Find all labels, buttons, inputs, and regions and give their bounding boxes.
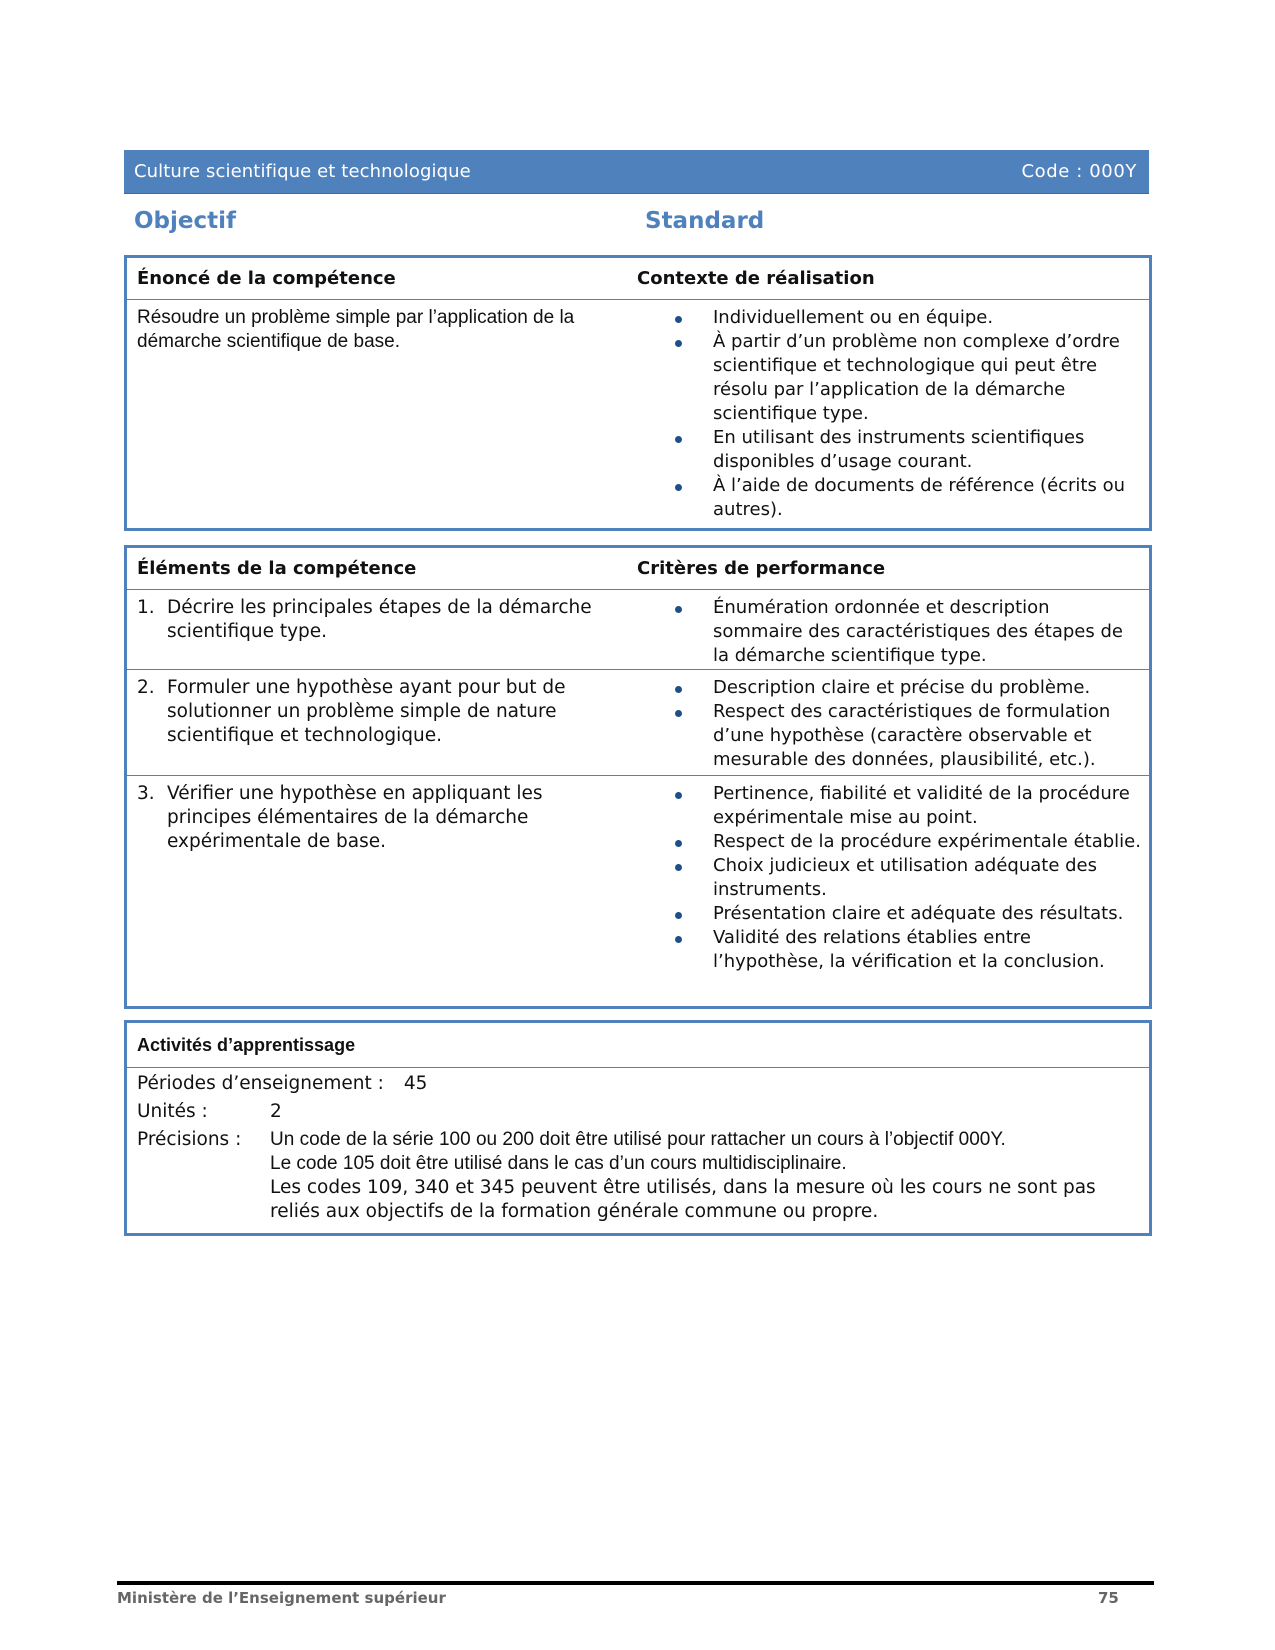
contexte-list <box>637 306 1141 522</box>
course-code: Code : 000Y <box>1021 161 1137 182</box>
course-header-bar <box>124 150 1149 193</box>
activites-header-row <box>127 1023 1149 1068</box>
element-text: 2. Formuler une hypothèse ayant pour but de solutionner un problème simple de nature scientifique et technologique. <box>137 677 566 746</box>
enonce-heading: Énoncé de la compétence <box>137 268 396 289</box>
bullet-icon <box>675 936 682 943</box>
contexte-item: À partir d’un problème non complexe d’ordre scientifique et technologique qui peut être résolu par l’application de la démarche scientifique type. <box>637 330 1141 426</box>
elements-header-row <box>127 548 1149 590</box>
critere-item: Description claire et précise du problème. <box>637 676 1141 700</box>
precisions-label: Précisions : <box>137 1129 242 1150</box>
element-row <box>127 776 1149 1000</box>
critere-item: Respect des caractéristiques de formulation d’une hypothèse (caractère observable et mesurable des données, plausibilité, etc.). <box>637 700 1141 772</box>
contexte-heading: Contexte de réalisation <box>637 268 875 289</box>
enonce-text: Résoudre un problème simple par l’application de la démarche scientifique de base. <box>137 307 575 352</box>
critere-item: Pertinence, fiabilité et validité de la procédure expérimentale mise au point. <box>637 782 1141 830</box>
bullet-icon <box>675 912 682 919</box>
element-text: 3. Vérifier une hypothèse en appliquant les principes élémentaires de la démarche expérimentale de base. <box>137 783 543 852</box>
contexte-item: En utilisant des instruments scientifiques disponibles d’usage courant. <box>637 426 1141 474</box>
element-text: 1. Décrire les principales étapes de la démarche scientifique type. <box>137 597 592 642</box>
bullet-icon <box>675 792 682 799</box>
bullet-icon <box>675 840 682 847</box>
elements-box <box>124 545 1152 1009</box>
bullet-icon <box>675 484 682 491</box>
periodes-value: 45 <box>403 1073 428 1094</box>
periodes-label: Périodes d’enseignement : <box>137 1073 384 1094</box>
bullet-icon <box>675 710 682 717</box>
bullet-icon <box>675 436 682 443</box>
elements-heading: Éléments de la compétence <box>137 558 417 579</box>
activites-heading: Activités d’apprentissage <box>137 1034 356 1055</box>
precision-text: Les codes 109, 340 et 345 peuvent être utilisés, dans la mesure où les cours ne sont pas reliés aux objectifs de la formation générale commune ou propre. <box>270 1177 1096 1222</box>
criteres-heading: Critères de performance <box>637 558 886 579</box>
course-title: Culture scientifique et technologique <box>134 161 471 182</box>
bullet-icon <box>675 340 682 347</box>
section-standard: Standard <box>645 208 765 234</box>
critere-item: Choix judicieux et utilisation adéquate des instruments. <box>637 854 1141 902</box>
activites-box <box>124 1020 1152 1236</box>
precision-text: Un code de la série 100 ou 200 doit être utilisé pour rattacher un cours à l’objectif 000Y. <box>270 1129 1006 1150</box>
competence-header-row <box>127 258 1149 300</box>
precision-text: Le code 105 doit être utilisé dans le cas d’un cours multidisciplinaire. <box>270 1153 847 1174</box>
element-row <box>127 670 1149 776</box>
competence-box <box>124 255 1152 531</box>
bullet-icon <box>675 864 682 871</box>
footer-ministry: Ministère de l’Enseignement supérieur <box>117 1589 446 1607</box>
section-objectif: Objectif <box>134 208 237 234</box>
page-number: 75 <box>1098 1589 1119 1607</box>
element-row <box>127 590 1149 670</box>
footer-divider <box>117 1581 1154 1585</box>
unites-value: 2 <box>270 1101 282 1122</box>
unites-line <box>127 1100 1149 1124</box>
critere-item: Respect de la procédure expérimentale établie. <box>637 830 1141 854</box>
periodes-line <box>127 1072 1149 1096</box>
bullet-icon <box>675 686 682 693</box>
critere-item: Présentation claire et adéquate des résultats. <box>637 902 1141 926</box>
precisions-line <box>127 1128 1149 1224</box>
contexte-item: Individuellement ou en équipe. <box>637 306 1141 330</box>
critere-item: Validité des relations établies entre l’hypothèse, la vérification et la conclusion. <box>637 926 1141 974</box>
bullet-icon <box>675 316 682 323</box>
critere-item: Énumération ordonnée et description sommaire des caractéristiques des étapes de la démarche scientifique type. <box>637 596 1141 668</box>
bullet-icon <box>675 606 682 613</box>
unites-label: Unités : <box>137 1101 208 1122</box>
contexte-item: À l’aide de documents de référence (écrits ou autres). <box>637 474 1141 522</box>
